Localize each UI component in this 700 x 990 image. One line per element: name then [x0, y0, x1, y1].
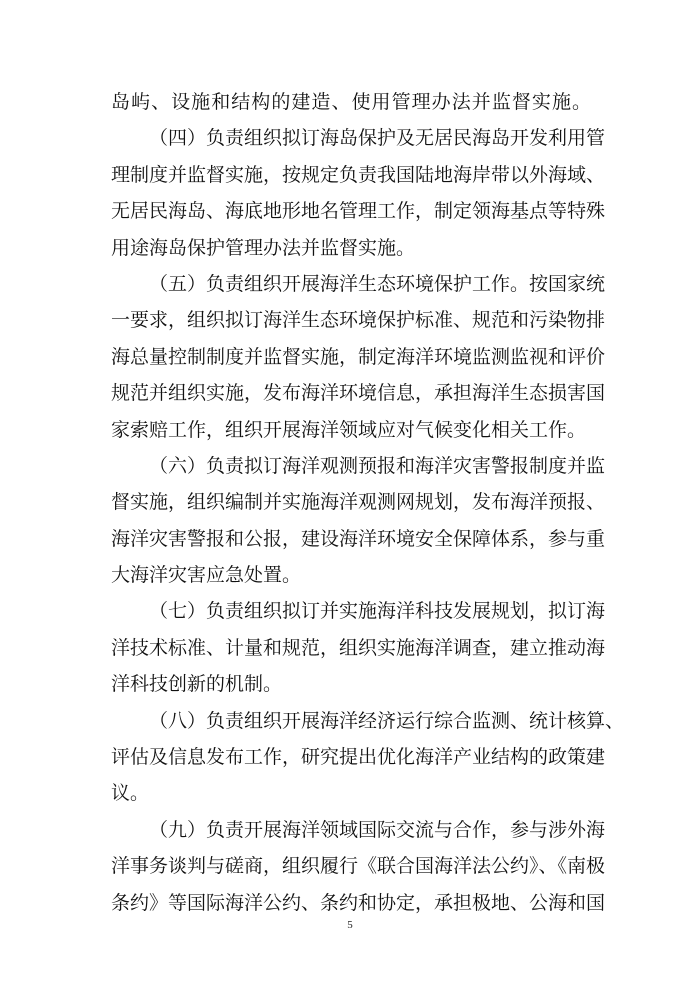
paragraph-item-7: [111, 593, 606, 702]
text-line: 规范并组织实施，发布海洋环境信息，承担海洋生态损害国: [111, 382, 606, 405]
text-line: （七）负责组织拟订并实施海洋科技发展规划，拟订海: [149, 600, 606, 623]
text-line: 大海洋灾害应急处置。: [111, 564, 302, 587]
text-line: 督实施，组织编制并实施海洋观测网规划，发布海洋预报、: [111, 491, 606, 514]
text-line: 条约》等国际海洋公约、条约和协定，承担极地、公海和国: [111, 891, 606, 914]
text-line: （六）负责拟订海洋观测预报和海洋灾害警报制度并监: [149, 454, 606, 477]
text-line: 用途海岛保护管理办法并监督实施。: [111, 236, 416, 259]
page-number: 5: [347, 919, 353, 931]
text-line: 家索赔工作，组织开展海洋领域应对气候变化相关工作。: [111, 418, 587, 441]
text-line: 无居民海岛、海底地形地名管理工作，制定领海基点等特殊: [111, 200, 606, 223]
text-line: （五）负责组织开展海洋生态环境保护工作。按国家统: [149, 272, 606, 295]
paragraph-item-5: [111, 266, 606, 448]
text-line: 海总量控制制度并监督实施，制定海洋环境监测监视和评价: [111, 345, 606, 368]
text-line: 理制度并监督实施，按规定负责我国陆地海岸带以外海域、: [111, 163, 606, 186]
paragraph-continuation: [111, 84, 591, 120]
text-line: 岛屿、设施和结构的建造、使用管理办法并监督实施。: [111, 91, 591, 113]
text-line: 洋科技创新的机制。: [111, 673, 283, 696]
paragraph-item-4: [111, 120, 606, 266]
text-line: （四）负责组织拟订海岛保护及无居民海岛开发利用管: [149, 127, 606, 150]
text-line: 海洋灾害警报和公报，建设海洋环境安全保障体系，参与重: [111, 527, 606, 550]
paragraph-item-8: [111, 703, 625, 812]
paragraph-item-9: [111, 812, 606, 921]
text-line: 议。: [111, 782, 150, 805]
text-line: （九）负责开展海洋领域国际交流与合作，参与涉外海: [149, 818, 606, 841]
paragraph-item-6: [111, 448, 606, 594]
text-line: 评估及信息发布工作，研究提出优化海洋产业结构的政策建: [111, 746, 606, 769]
text-line: 洋事务谈判与磋商，组织履行《联合国海洋法公约》、《南极: [111, 855, 606, 878]
text-line: 一要求，组织拟订海洋生态环境保护标准、规范和污染物排: [111, 309, 606, 332]
text-line: 洋技术标准、计量和规范，组织实施海洋调查，建立推动海: [111, 636, 606, 659]
text-line: （八）负责组织开展海洋经济运行综合监测、统计核算、: [149, 709, 625, 732]
body-text: [111, 84, 625, 921]
